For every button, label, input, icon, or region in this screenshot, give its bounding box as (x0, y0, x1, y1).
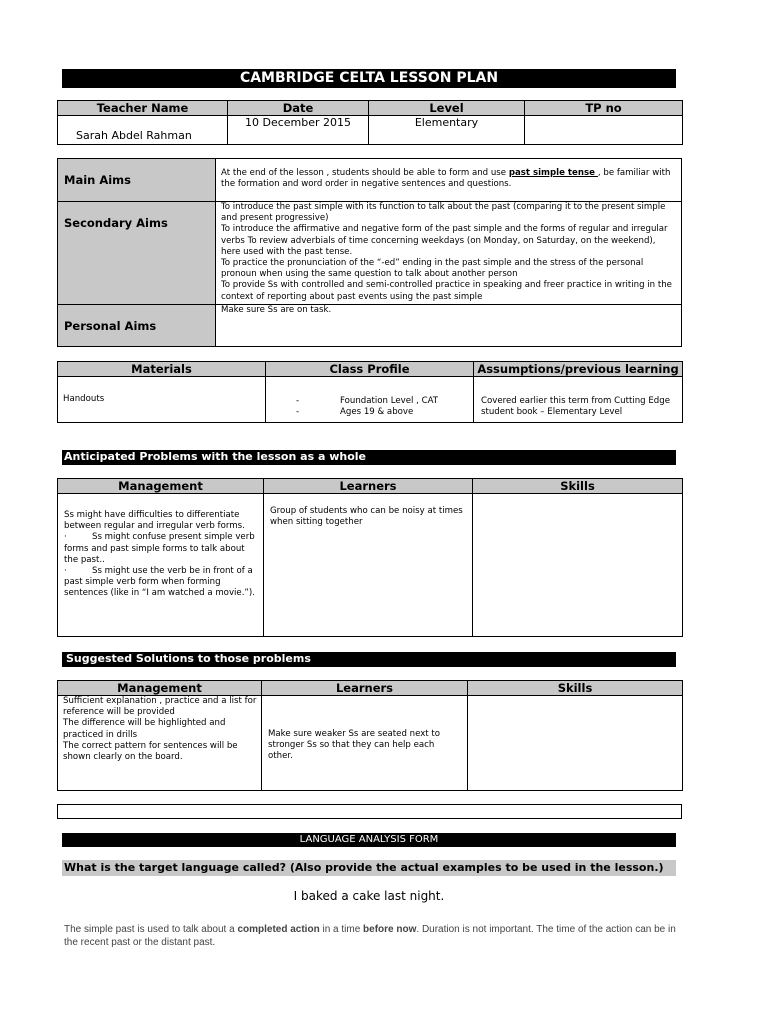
main-aims-text: At the end of the lesson , students should be able to form and use past simple tense , be familiar with the formation and word order in negative sentences and questions. (216, 159, 682, 202)
anticipated-problems-title: Anticipated Problems with the lesson as a whole (62, 450, 676, 465)
target-language-question: What is the target language called? (Also provide the actual examples to be used in the lesson.) (62, 860, 676, 876)
suggested-solutions-table (57, 680, 683, 791)
materials-header: Materials (58, 362, 266, 377)
date-header: Date (228, 101, 369, 116)
teacher-name-header: Teacher Name (58, 101, 228, 116)
list-bullet: - (296, 407, 300, 418)
teacher-name-value: Sarah Abdel Rahman (58, 116, 228, 145)
materials-table (57, 361, 683, 423)
assumptions-value: Covered earlier this term from Cutting Edge student book – Elementary Level (474, 377, 683, 423)
list-bullet: - (296, 396, 300, 406)
solutions-management-text: Sufficient explanation , practice and a list for reference will be provided The difference will be highlighted and practiced in drills The correct pattern for sentences will be shown clearly on the board. (58, 696, 262, 791)
problems-management-text: Ss might have difficulties to differentiate between regular and irregular verb forms. · Ss might confuse present simple verb forms and past simple forms to talk about the past.. · Ss might use the verb be in front of a past simple verb form when forming sentences (like in “I am watched a movie.”). (58, 494, 264, 637)
date-value: 10 December 2015 (228, 116, 369, 145)
materials-value: Handouts (58, 377, 266, 423)
problems-learners-text: Group of students who can be noisy at times when sitting together (264, 494, 473, 637)
solutions-learners-text: Make sure weaker Ss are seated next to stronger Ss so that they can help each other. (262, 696, 468, 791)
tp-no-value (525, 116, 683, 145)
simple-past-description: The simple past is used to talk about a completed action in a time before now. Duration is not important. The time of the action can be in the recent past or the distant past. (64, 924, 676, 948)
problems-learners-header: Learners (264, 479, 473, 494)
problems-skills-header: Skills (473, 479, 683, 494)
problems-skills-text (473, 494, 683, 637)
personal-aims-text: Make sure Ss are on task. (216, 305, 682, 347)
solutions-learners-header: Learners (262, 681, 468, 696)
level-value: Elementary (369, 116, 525, 145)
empty-box (57, 804, 682, 819)
secondary-aims-text: To introduce the past simple with its function to talk about the past (comparing it to the present simple and present progressive) To introduce the affirmative and negative form of the past simple and the forms of regular and irregular verbs To review adverbials of time concerning weekdays (on Monday, on Saturday, on the weekend), here used with the past tense. To practice the pronunciation of the “-ed” ending in the past simple and the stress of the personal pronoun when using the same question to talk about another person To provide Ss with controlled and semi-controlled practice in speaking and freer practice in writing in the context of reporting about past events using the past simple (216, 202, 682, 305)
assumptions-header: Assumptions/previous learning (474, 362, 683, 377)
teacher-info-table (57, 100, 683, 145)
solutions-skills-header: Skills (468, 681, 683, 696)
suggested-solutions-title: Suggested Solutions to those problems (62, 652, 676, 667)
lesson-plan-title: CAMBRIDGE CELTA LESSON PLAN (62, 69, 676, 88)
problems-management-header: Management (58, 479, 264, 494)
secondary-aims-label: Secondary Aims (58, 202, 216, 305)
solutions-management-header: Management (58, 681, 262, 696)
solutions-skills-text (468, 696, 683, 791)
anticipated-problems-table (57, 478, 683, 637)
class-profile-list: - Foundation Level , CAT - Ages 19 & above (266, 377, 474, 423)
aims-table (57, 158, 682, 347)
class-profile-header: Class Profile (266, 362, 474, 377)
level-header: Level (369, 101, 525, 116)
example-sentence: I baked a cake last night. (293, 889, 445, 903)
personal-aims-label: Personal Aims (58, 305, 216, 347)
language-analysis-title: LANGUAGE ANALYSIS FORM (62, 833, 676, 847)
main-aims-label: Main Aims (58, 159, 216, 202)
tp-no-header: TP no (525, 101, 683, 116)
